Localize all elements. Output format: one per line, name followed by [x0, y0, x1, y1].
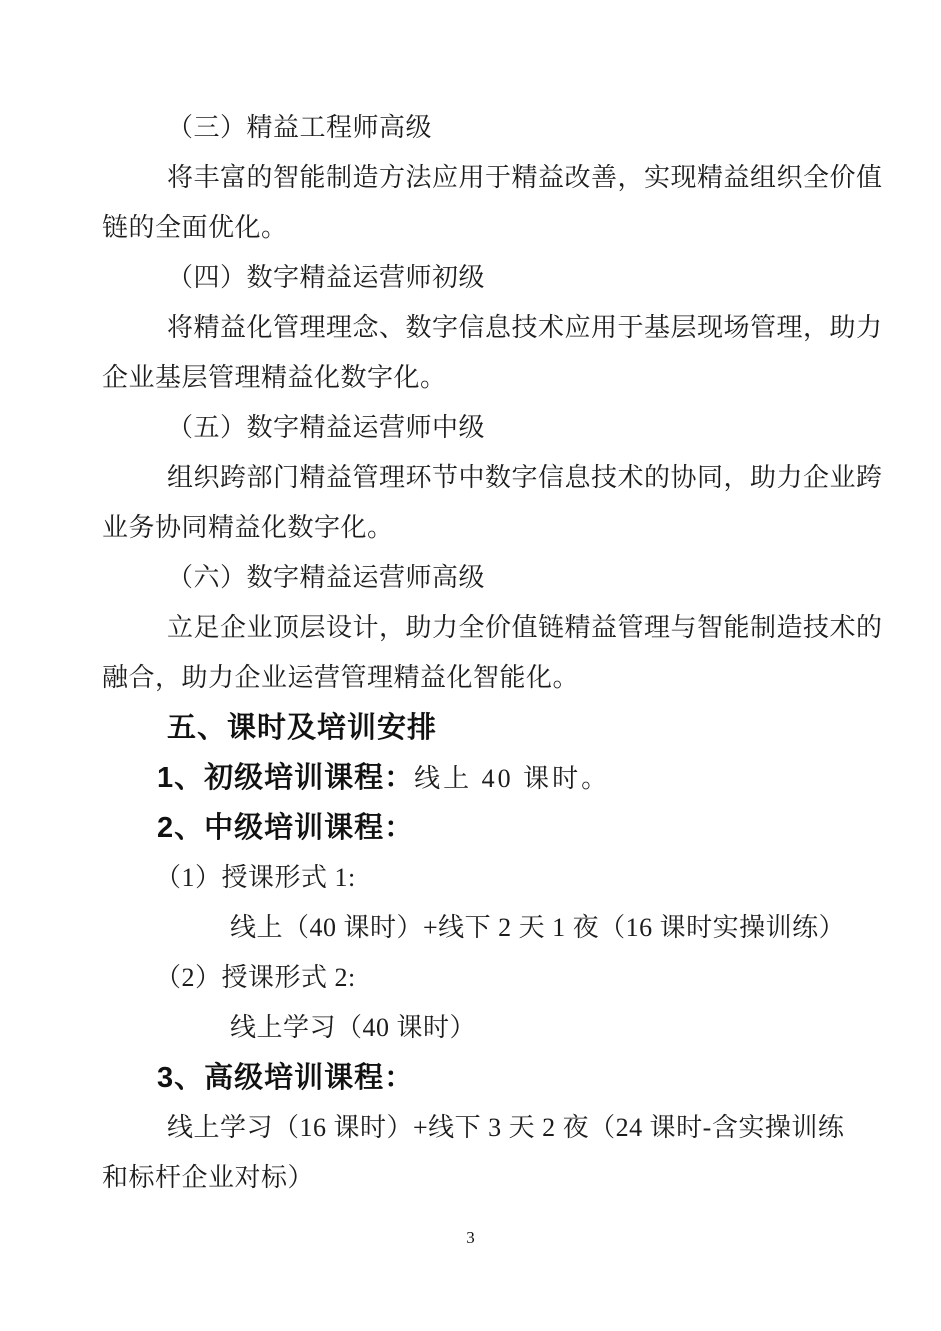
paragraph-line: 立足企业顶层设计，助力全价值链精益管理与智能制造技术的	[167, 613, 883, 642]
section-heading-3: （三）精益工程师高级	[167, 113, 433, 142]
paragraph-line: 链的全面优化。	[102, 213, 288, 242]
paragraph-line: 将精益化管理理念、数字信息技术应用于基层现场管理，助力	[167, 313, 883, 342]
list-item: （2）授课形式 2:	[155, 963, 356, 992]
subsection-label: 1、初级培训课程：	[157, 762, 415, 794]
section-heading-5: （五）数字精益运营师中级	[167, 413, 486, 442]
paragraph-line: 将丰富的智能制造方法应用于精益改善，实现精益组织全价值	[167, 163, 883, 192]
document-body	[102, 103, 883, 1203]
paragraph-line: 企业基层管理精益化数字化。	[102, 363, 447, 392]
subsection-heading-2: 2、中级培训课程：	[157, 812, 415, 844]
section-heading-4: （四）数字精益运营师初级	[167, 263, 486, 292]
subsection-heading-1	[102, 753, 870, 803]
subsection-value: 线上 40 课时。	[414, 764, 611, 793]
chapter-heading-5: 五、课时及培训安排	[167, 712, 438, 744]
paragraph-line: 和标杆企业对标）	[102, 1163, 315, 1192]
section-heading-6: （六）数字精益运营师高级	[167, 563, 486, 592]
course-detail-line: 线上学习（40 课时）	[230, 1013, 477, 1042]
subsection-heading-3: 3、高级培训课程：	[157, 1062, 415, 1094]
page-number: 3	[466, 1228, 475, 1247]
list-item: （1）授课形式 1:	[155, 863, 356, 892]
course-detail-line: 线上（40 课时）+线下 2 天 1 夜（16 课时实操训练）	[230, 913, 846, 942]
paragraph-line: 线上学习（16 课时）+线下 3 天 2 夜（24 课时-含实操训练	[167, 1113, 845, 1142]
paragraph-line: 业务协同精益化数字化。	[102, 513, 394, 542]
paragraph-line: 组织跨部门精益管理环节中数字信息技术的协同，助力企业跨	[167, 463, 883, 492]
paragraph-line: 融合，助力企业运营管理精益化智能化。	[102, 663, 580, 692]
